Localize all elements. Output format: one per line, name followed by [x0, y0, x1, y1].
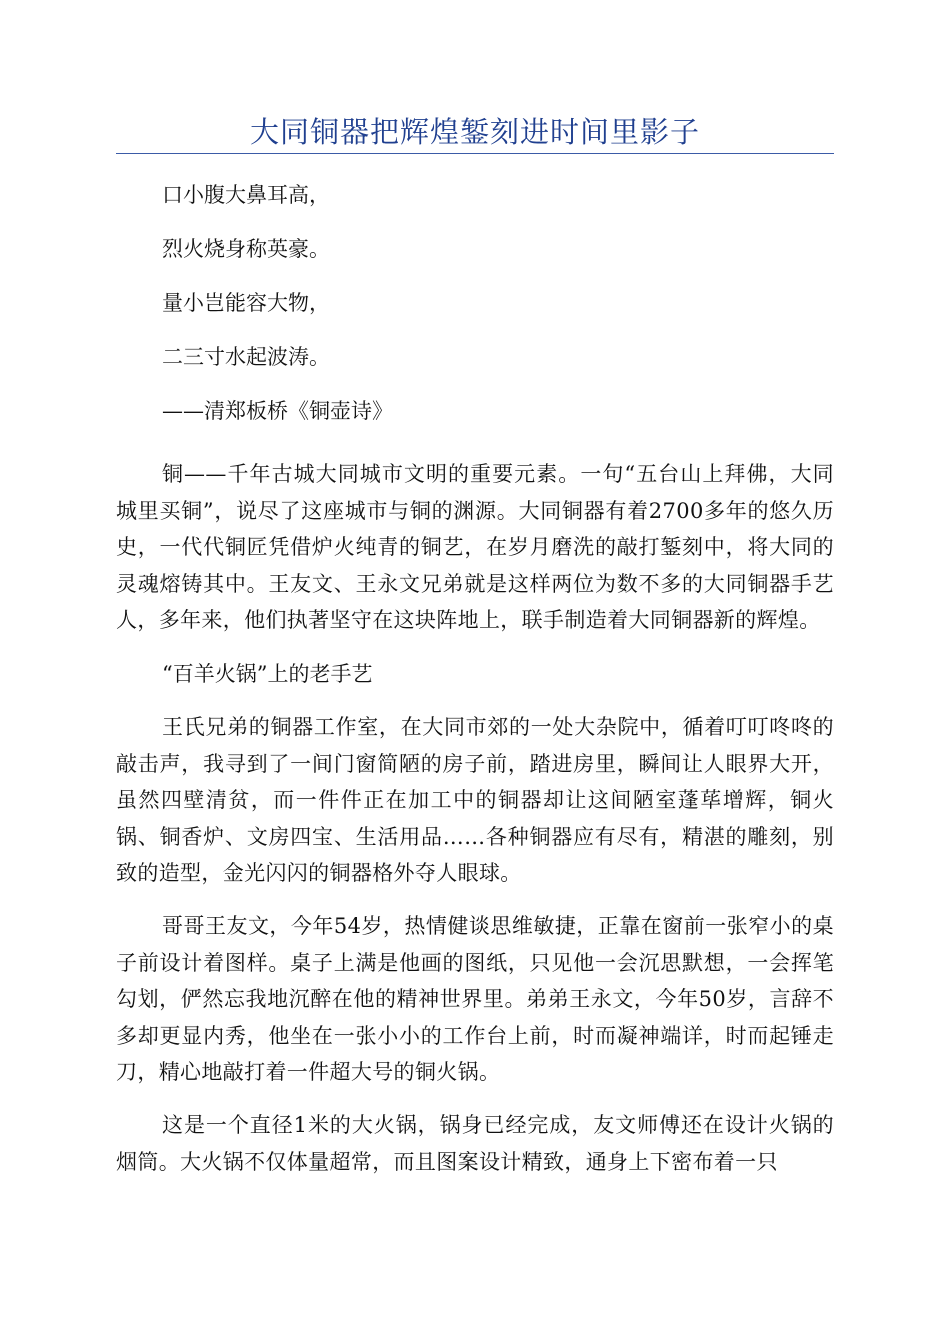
intro-paragraph: 铜——千年古城大同城市文明的重要元素。一句“五台山上拜佛，大同城里买铜”，说尽了这座城市与铜的渊源。大同铜器有着2700多年的悠久历史，一代代铜匠凭借炉火纯青的铜艺，在岁月磨洗的敲打錾刻中，将大同的灵魂熔铸其中。王友文、王永文兄弟就是这样两位为数不多的大同铜器手艺人，多年来，他们执著坚守在这块阵地上，联手制造着大同铜器新的辉煌。 [116, 462, 834, 633]
body-paragraph: 王氏兄弟的铜器工作室，在大同市郊的一处大杂院中，循着叮叮咚咚的敲击声，我寻到了一间门窗简陋的房子前，踏进房里，瞬间让人眼界大开，虽然四壁清贫，而一件件正在加工中的铜器却让这间陋室蓬荜增辉，铜火锅、铜香炉、文房四宝、生活用品……各种铜器应有尽有，精湛的雕刻，别致的造型，金光闪闪的铜器格外夺人眼球。 [116, 714, 834, 886]
document-title: 大同铜器把辉煌錾刻进时间里影子 [249, 115, 700, 149]
poem-line: 口小腹大鼻耳高， [162, 183, 330, 207]
poem-line: 烈火烧身称英豪。 [162, 237, 330, 261]
poem-block [116, 172, 834, 442]
poem-line: 二三寸水起波涛。 [162, 345, 330, 369]
title-underline [116, 153, 834, 154]
document-body [116, 172, 834, 1196]
poem-line: 量小岂能容大物， [162, 291, 330, 315]
body-paragraph: 哥哥王友文，今年54岁，热情健谈思维敏捷，正靠在窗前一张窄小的桌子前设计着图样。桌子上满是他画的图纸，只见他一会沉思默想，一会挥笔勾划，俨然忘我地沉醉在他的精神世界里。弟弟王永文，今年50岁，言辞不多却更显内秀，他坐在一张小小的工作台上前，时而凝神端详，时而起锤走刀，精心地敲打着一件超大号的铜火锅。 [116, 913, 834, 1085]
body-paragraph: 这是一个直径1米的大火锅，锅身已经完成，友文师傅还在设计火锅的烟筒。大火锅不仅体量超常，而且图案设计精致，通身上下密布着一只 [116, 1112, 834, 1174]
section-heading: “百羊火锅”上的老手艺 [162, 661, 373, 686]
poem-attribution: ——清郑板桥《铜壶诗》 [162, 399, 393, 423]
